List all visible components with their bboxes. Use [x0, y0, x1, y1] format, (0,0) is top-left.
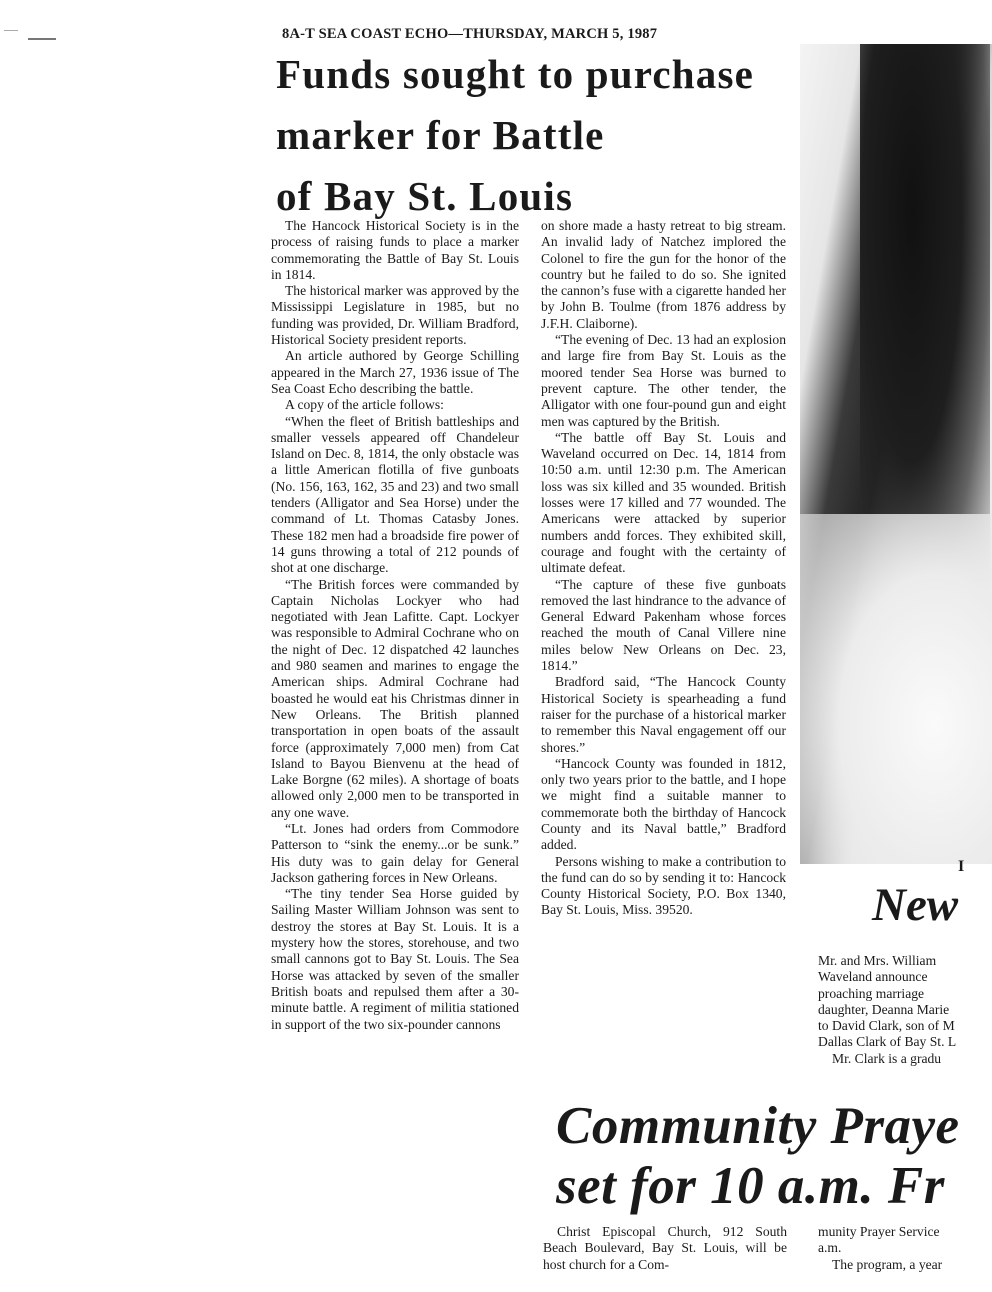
text-line: proaching marriage [818, 985, 925, 1001]
text-line: munity Prayer Service [818, 1224, 940, 1239]
article-headline [276, 44, 796, 227]
paragraph: “When the fleet of British battleships and smaller vessels appeared off Chandeleur Island on Dec. 8, 1814, the only obstacle was a little American flotilla of five gunboats (No. 156, 163, 162, 35 and 23) and two small tenders (Alligator and Sea Horse) under the command of Lt. Thomas Catasby Jones. These 182 men had a broadside fire power of 14 guns throwing a total of 212 pounds of shot at one discharge. [271, 413, 519, 576]
text-line: Waveland announce [818, 969, 928, 985]
text-line: Dallas Clark of Bay St. L [818, 1034, 957, 1050]
paragraph: “The tiny tender Sea Horse guided by Sailing Master William Johnson was sent to destroy the stores at Bay St. Louis. It is a mystery how the stores, storehouse, and two small cannons got to Bay St. Louis. The Sea Horse was attacked by seven of the smaller British boats and repulsed them after a 30-minute battle. A regiment of militia stationed in support of the two six-pounder cannons [271, 886, 519, 1032]
paragraph: The Hancock Historical Society is in the process of raising funds to place a marker commemorating the Battle of Bay St. Louis in 1814. [271, 218, 519, 282]
paragraph: “Hancock County was founded in 1812, only two years prior to the battle, and I hope we might find a suitable manner to commemorate both the birthday of Hancock County and its Naval battle,” Bradford added. [541, 755, 786, 853]
prayer-column-2 [818, 1224, 992, 1276]
headline-line: set for 10 a.m. Fr [556, 1157, 945, 1215]
paragraph: on shore made a hasty retreat to big stream. An invalid lady of Natchez implored the Colonel to fire the gun for the honor of the country but he failed to do so. She ignited the cannon’s fuse with a cigarette handed her by John B. Toulme (from 1876 address by J.F.H. Claiborne). [541, 218, 786, 331]
article-column-2 [541, 218, 786, 1088]
paragraph: Persons wishing to make a contribution to the fund can do so by sending it to: Hancock County Historical Society, P.O. Box 1340, Bay St. Louis, Miss. 39520. [541, 853, 786, 918]
text-line: a.m. [818, 1240, 842, 1256]
paragraph: The historical marker was approved by the Mississippi Legislature in 1985, but no funding was provided, Dr. William Bradford, Historical Society president reports. [271, 283, 519, 348]
paragraph: “The battle off Bay St. Louis and Waveland occurred on Dec. 14, 1814 from 10:50 a.m. until 12:30 p.m. The American loss was six killed and 35 wounded. British losses were 17 killed and 77 wounded. The Americans were attacked by superior numbers andd forces. They exhibited skill, courage and fought with the certainty of ultimate defeat. [541, 429, 786, 576]
headline-line: of Bay St. Louis [276, 173, 574, 219]
article-column-1 [271, 218, 519, 1278]
text-line: daughter, Deanna Marie [818, 1001, 950, 1017]
margin-scratch [4, 30, 18, 31]
text-line: Mr. Clark is a gradu [832, 1050, 942, 1066]
page-header: 8A-T SEA COAST ECHO—THURSDAY, MARCH 5, 1987 [282, 26, 658, 42]
margin-scratch [28, 38, 56, 40]
paragraph: A copy of the article follows: [285, 397, 444, 413]
paragraph: “Lt. Jones had orders from Commodore Patterson to “sink the enemy...or be sunk.” His duty was to gain delay for General Jackson gathering forces in New Orleans. [271, 820, 519, 885]
paragraph: “The British forces were commanded by Captain Nicholas Lockyer who had negotiated with Jean Lafitte. Capt. Lockyer was responsible to Admiral Cochrane who on the night of Dec. 12 dispatched 42 launches and 980 seamen and marines to engage the American ships. Admiral Cochrane had boasted he would eat his Christmas dinner in New Orleans. The British planned transportation in open boats of the assault force (approximately 7,000 men) from Cat Island to Bayou Bienvenu at the head of Lake Borgne (62 miles). A shortage of boats allowed only 2,000 men to be transported in any one wave. [271, 576, 519, 820]
text-line: to David Clark, son of M [818, 1018, 955, 1034]
text-line: Mr. and Mrs. William [818, 953, 937, 968]
paragraph: An article authored by George Schilling appeared in the March 27, 1936 issue of The Sea Coast Echo describing the battle. [271, 348, 519, 396]
side-story-headline: New [872, 879, 959, 931]
prayer-column-1: Christ Episcopal Church, 912 South Beach Boulevard, Bay St. Louis, will be host church for a Com- [543, 1224, 787, 1272]
paragraph: Bradford said, “The Hancock County Historical Society is spearheading a fund raiser for the purchase of a historical marker to remember this Naval engagement off our shores.” [541, 674, 786, 755]
side-story-marker: I [958, 858, 965, 875]
prayer-headline [556, 1096, 992, 1222]
headline-line: marker for Battle [276, 112, 605, 158]
paragraph: “The capture of these five gunboats removed the last hindrance to the advance of General Edward Pakenham whose forces reached the mouth of Canal Villere nine miles below New Orleans on Dec. 23, 1814.” [541, 576, 786, 674]
paragraph: “The evening of Dec. 13 had an explosion and large fire from Bay St. Louis as the moored tender Sea Horse was burned to prevent capture. The other tender, the Alligator with one four-pound gun and eight men was captured by the British. [541, 332, 786, 429]
headline-line: Community Praye [556, 1097, 960, 1155]
headline-line: Funds sought to purchase [276, 51, 755, 97]
newspaper-photo [800, 44, 992, 864]
photo-highlight [800, 514, 992, 864]
side-story-text [818, 953, 992, 1067]
text-line: The program, a year [832, 1256, 943, 1272]
